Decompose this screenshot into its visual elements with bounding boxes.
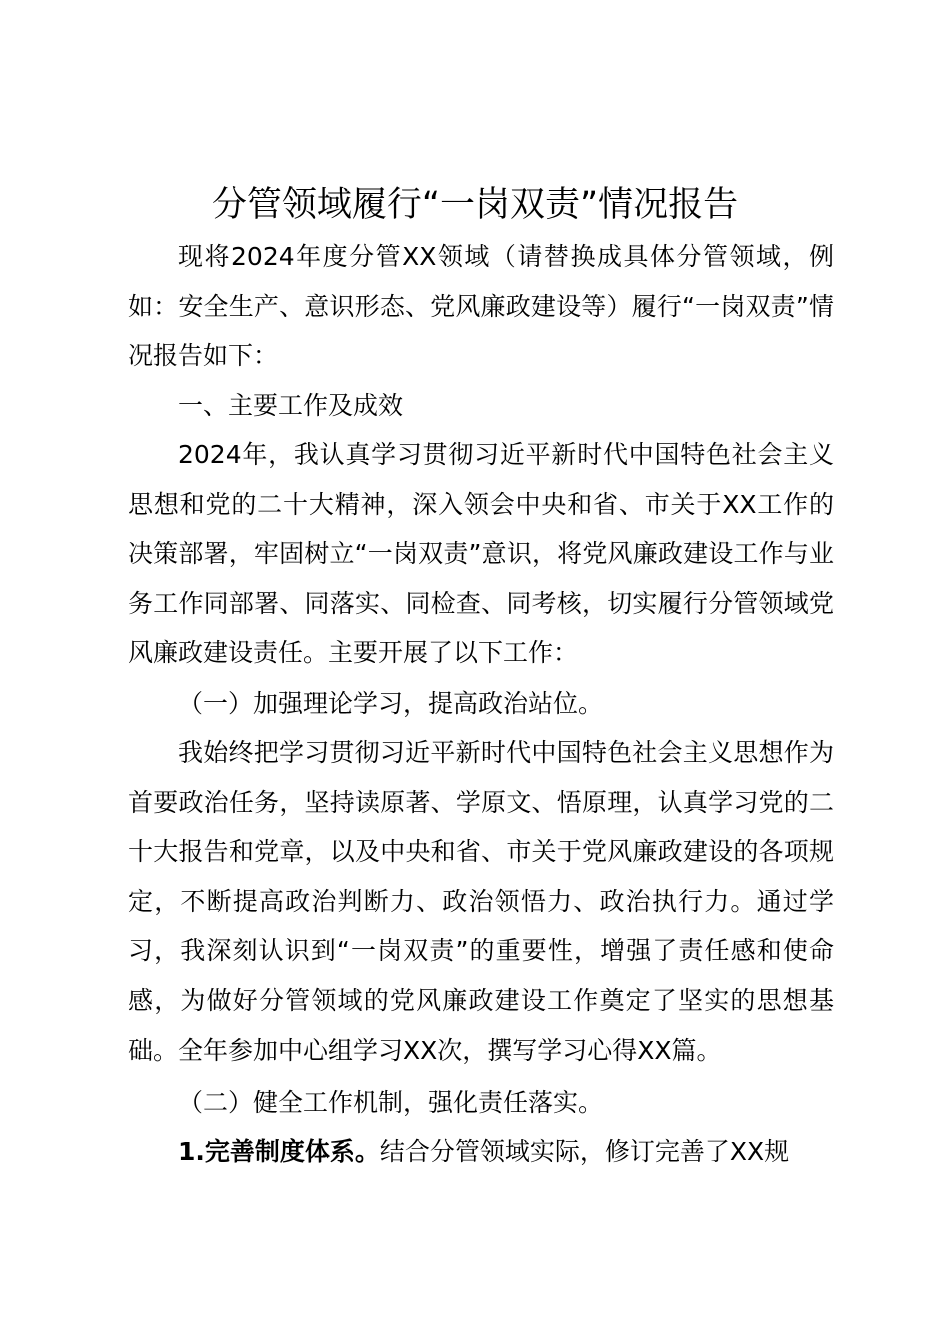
item1-lead: 1.完善制度体系。 <box>178 1137 380 1166</box>
section1-body: 2024年，我认真学习贯彻习近平新时代中国特色社会主义思想和党的二十大精神，深入领会中央和省、市关于XX工作的决策部署，牢固树立“一岗双责”意识，将党风廉政建设工作与业务工作同部署、同落实、同检查、同考核，切实履行分管领域党风廉政建设责任。主要开展了以下工作： <box>128 440 834 668</box>
sub2-heading: （二）健全工作机制，强化责任落实。 <box>178 1088 604 1117</box>
item1-paragraph <box>128 1127 834 1177</box>
section1-heading: 一、主要工作及成效 <box>178 391 404 420</box>
item1-body: 结合分管领域实际，修订完善了XX规 <box>379 1137 790 1166</box>
sub1-body: 我始终把学习贯彻习近平新时代中国特色社会主义思想作为首要政治任务，坚持读原著、学原文、悟原理，认真学习党的二十大报告和党章，以及中央和省、市关于党风廉政建设的各项规定，不断提高政治判断力、政治领悟力、政治执行力。通过学习，我深刻认识到“一岗双责”的重要性，增强了责任感和使命感，为做好分管领域的党风廉政建设工作奠定了坚实的思想基础。全年参加中心组学习XX次，撰写学习心得XX篇。 <box>128 738 834 1065</box>
sub1-heading: （一）加强理论学习，提高政治站位。 <box>178 689 604 718</box>
intro-paragraph: 现将2024年度分管XX领域（请替换成具体分管领域，例如：安全生产、意识形态、党风廉政建设等）履行“一岗双责”情况报告如下： <box>128 242 834 371</box>
document-title: 分管领域履行“一岗双责”情况报告 <box>211 185 739 225</box>
